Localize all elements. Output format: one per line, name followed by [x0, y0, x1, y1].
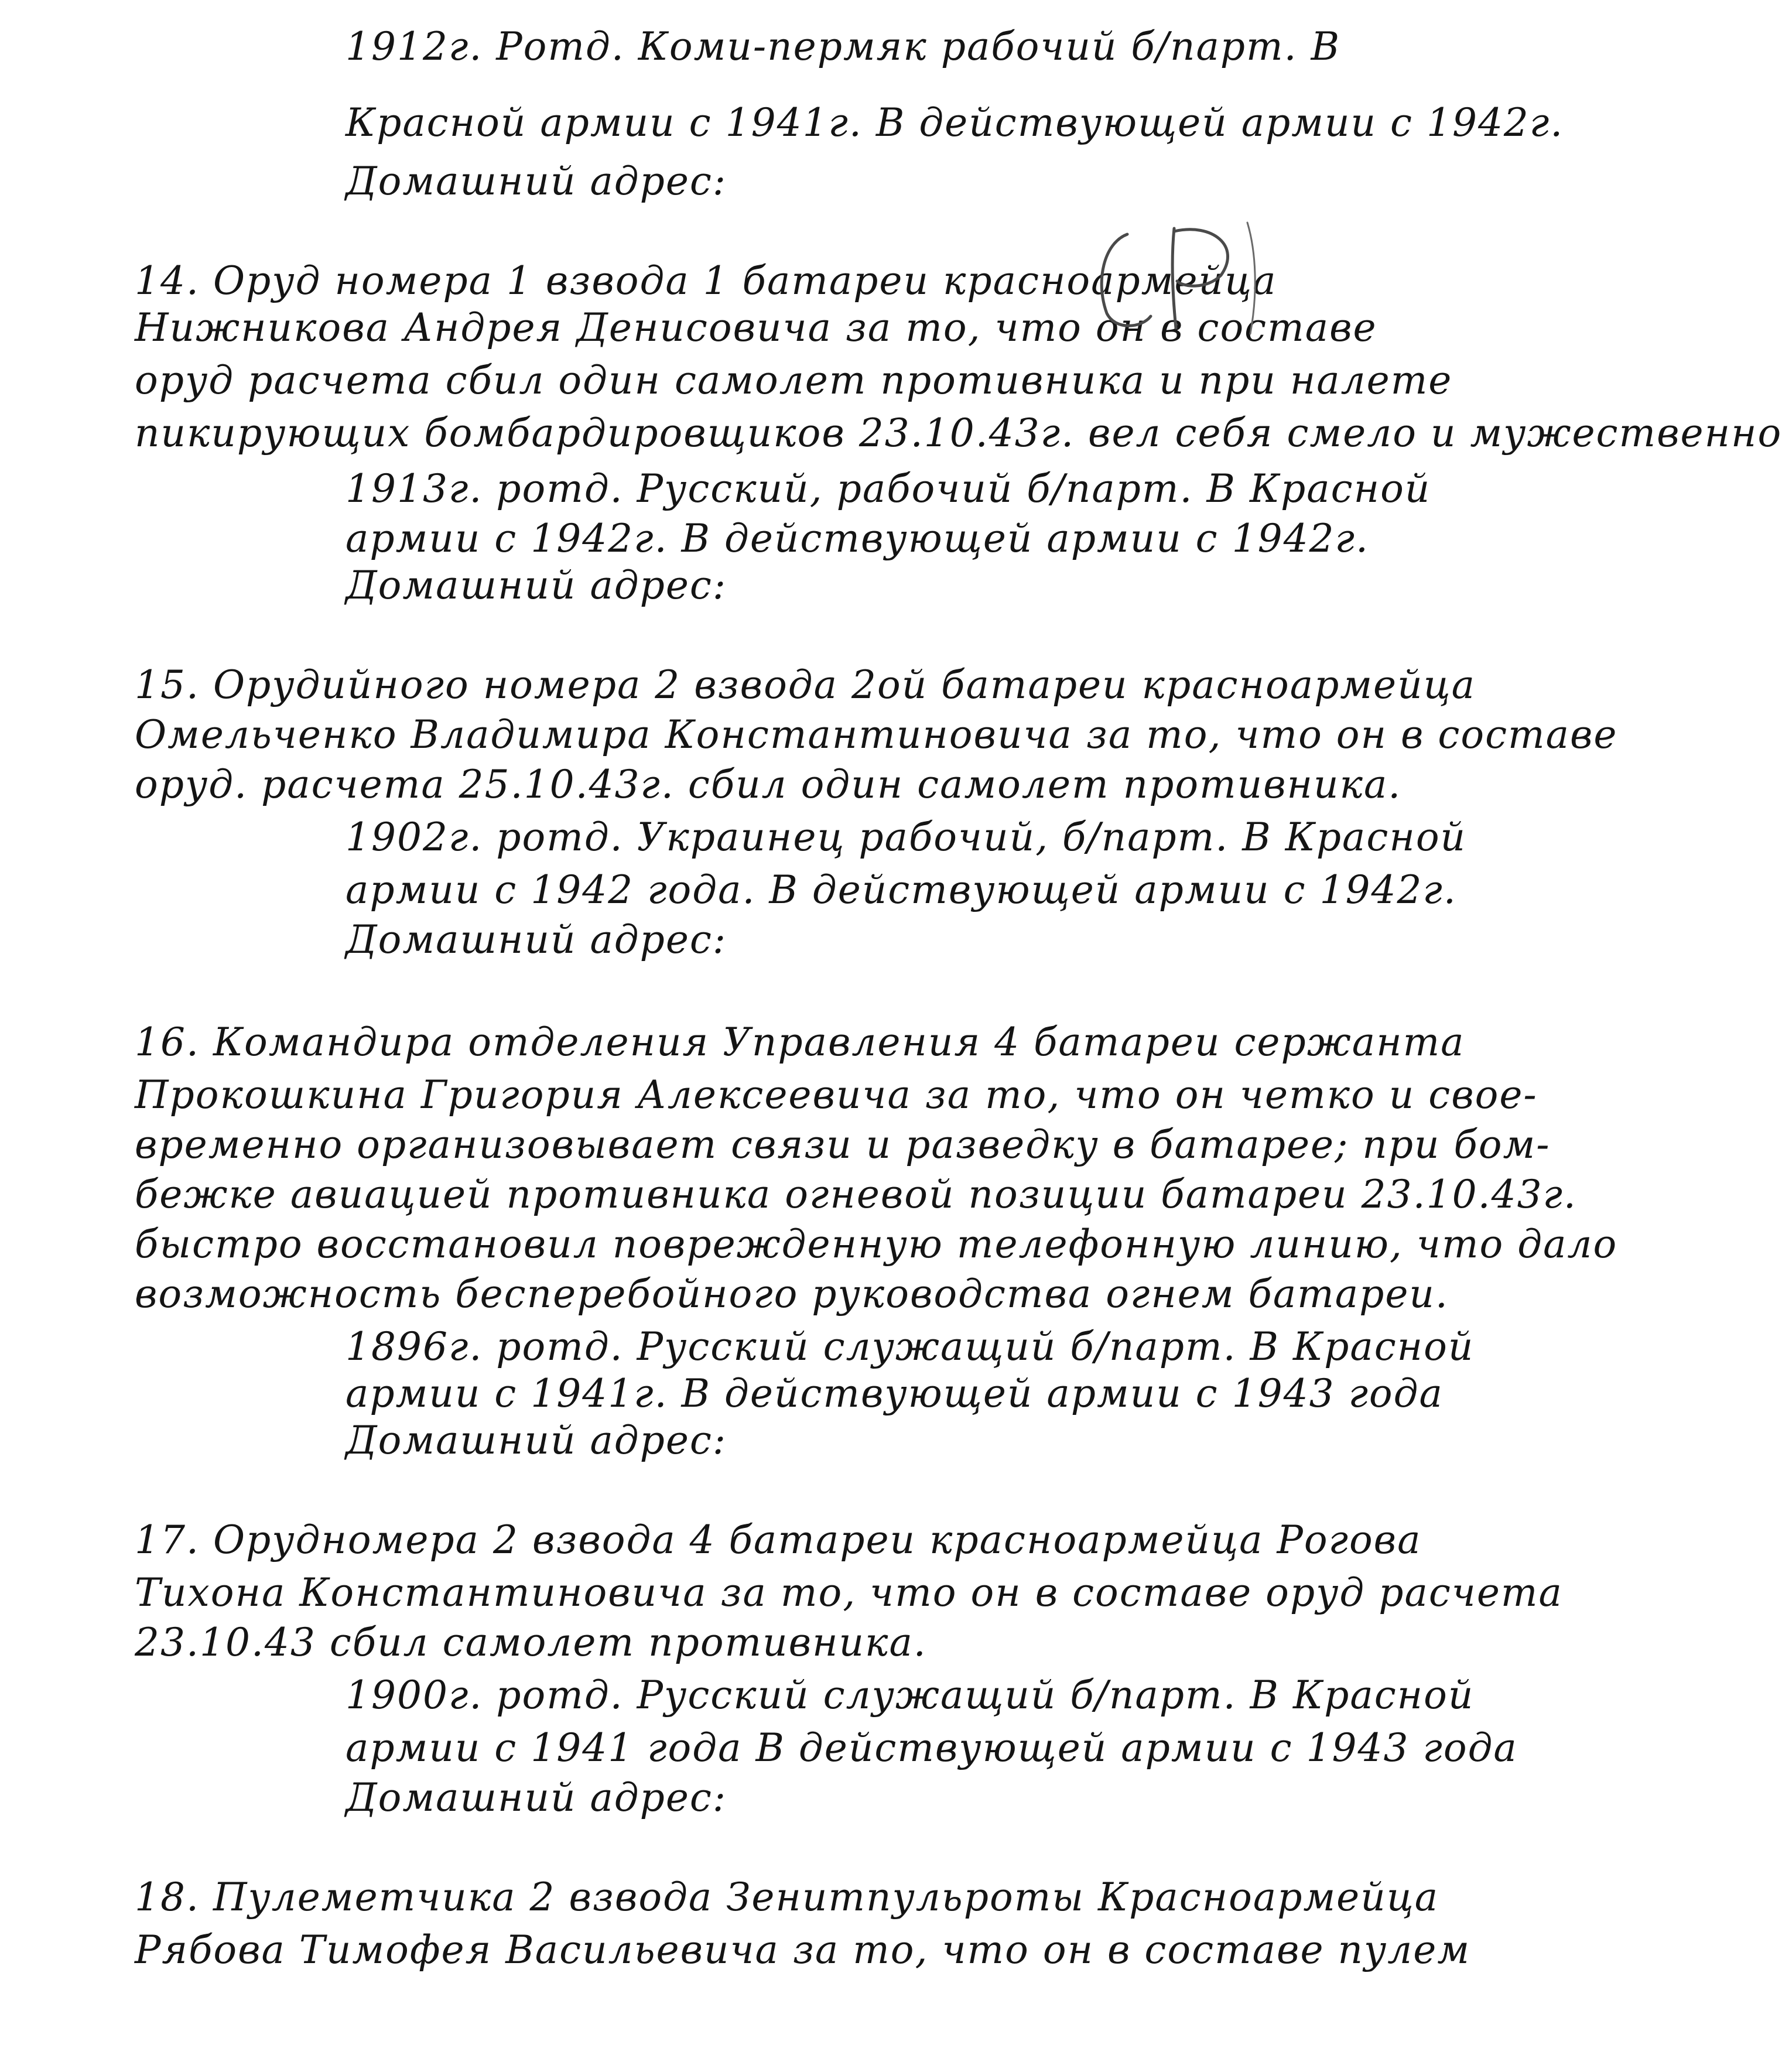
- handwritten-margin-mark-icon: [1072, 211, 1265, 346]
- entry-15-line-2: Омельченко Владимира Константиновича за то, что он в составе: [135, 712, 1618, 757]
- entry-17-bio-line-1: 1900г. ротд. Русский служащий б/парт. В Красной: [346, 1673, 1475, 1718]
- entry-17-line-1: 17. Орудномера 2 взвода 4 батареи красноармейца Рогова: [135, 1517, 1422, 1562]
- entry-16-line-6: возможность бесперебойного руководства огнем батареи.: [135, 1271, 1449, 1317]
- entry-18-line-2: Рябова Тимофея Васильевича за то, что он в составе пулем: [135, 1927, 1471, 1972]
- entry-16-line-3: временно организовывает связи и разведку в батарее; при бом-: [135, 1122, 1551, 1167]
- entry-14-bio-line-2: армии с 1942г. В действующей армии с 1942г.: [346, 516, 1369, 561]
- entry-16-line-4: бежке авиацией противника огневой позиции батареи 23.10.43г.: [135, 1172, 1577, 1217]
- entry-17-bio-line-3: Домашний адрес:: [346, 1775, 727, 1820]
- entry-15-bio-line-1: 1902г. ротд. Украинец рабочий, б/парт. В Красной: [346, 815, 1467, 860]
- entry-14-bio-line-1: 1913г. ротд. Русский, рабочий б/парт. В Красной: [346, 466, 1431, 511]
- entry-14-line-1: 14. Оруд номера 1 взвода 1 батареи красноармейца: [135, 258, 1277, 303]
- entry-16-bio-line-3: Домашний адрес:: [346, 1418, 727, 1463]
- entry-14-bio-line-3: Домашний адрес:: [346, 563, 727, 608]
- entry-16-line-5: быстро восстановил поврежденную телефонную линию, что дало: [135, 1222, 1618, 1267]
- entry-0-bio-line-1: 1912г. Ротд. Коми-пермяк рабочий б/парт. В: [346, 24, 1341, 69]
- entry-14-line-2: Нижникова Андрея Денисовича за то, что он в составе: [135, 305, 1377, 350]
- entry-16-line-2: Прокошкина Григория Алексеевича за то, что он четко и свое-: [135, 1072, 1538, 1117]
- entry-0-bio-line-2: Красной армии с 1941г. В действующей армии с 1942г.: [346, 100, 1564, 145]
- entry-15-bio-line-3: Домашний адрес:: [346, 917, 727, 962]
- entry-14-line-4: пикирующих бомбардировщиков 23.10.43г. вел себя смело и мужественно: [135, 411, 1782, 456]
- entry-15-bio-line-2: армии с 1942 года. В действующей армии с 1942г.: [346, 867, 1457, 912]
- entry-16-line-1: 16. Командира отделения Управления 4 батареи сержанта: [135, 1020, 1465, 1065]
- entry-18-line-1: 18. Пулеметчика 2 взвода Зенитпульроты Красноармейца: [135, 1875, 1439, 1920]
- entry-0-bio-line-3: Домашний адрес:: [346, 159, 727, 204]
- entry-17-line-3: 23.10.43 сбил самолет противника.: [135, 1620, 927, 1665]
- entry-16-bio-line-1: 1896г. ротд. Русский служащий б/парт. В Красной: [346, 1324, 1475, 1369]
- entry-17-bio-line-2: армии с 1941 года В действующей армии с 1943 года: [346, 1725, 1518, 1770]
- entry-15-line-3: оруд. расчета 25.10.43г. сбил один самолет противника.: [135, 762, 1402, 807]
- entry-14-line-3: оруд расчета сбил один самолет противника и при налете: [135, 358, 1453, 403]
- entry-15-line-1: 15. Орудийного номера 2 взвода 2ой батареи красноармейца: [135, 662, 1476, 707]
- entry-16-bio-line-2: армии с 1941г. В действующей армии с 1943 года: [346, 1371, 1444, 1416]
- entry-17-line-2: Тихона Константиновича за то, что он в составе оруд расчета: [135, 1570, 1563, 1615]
